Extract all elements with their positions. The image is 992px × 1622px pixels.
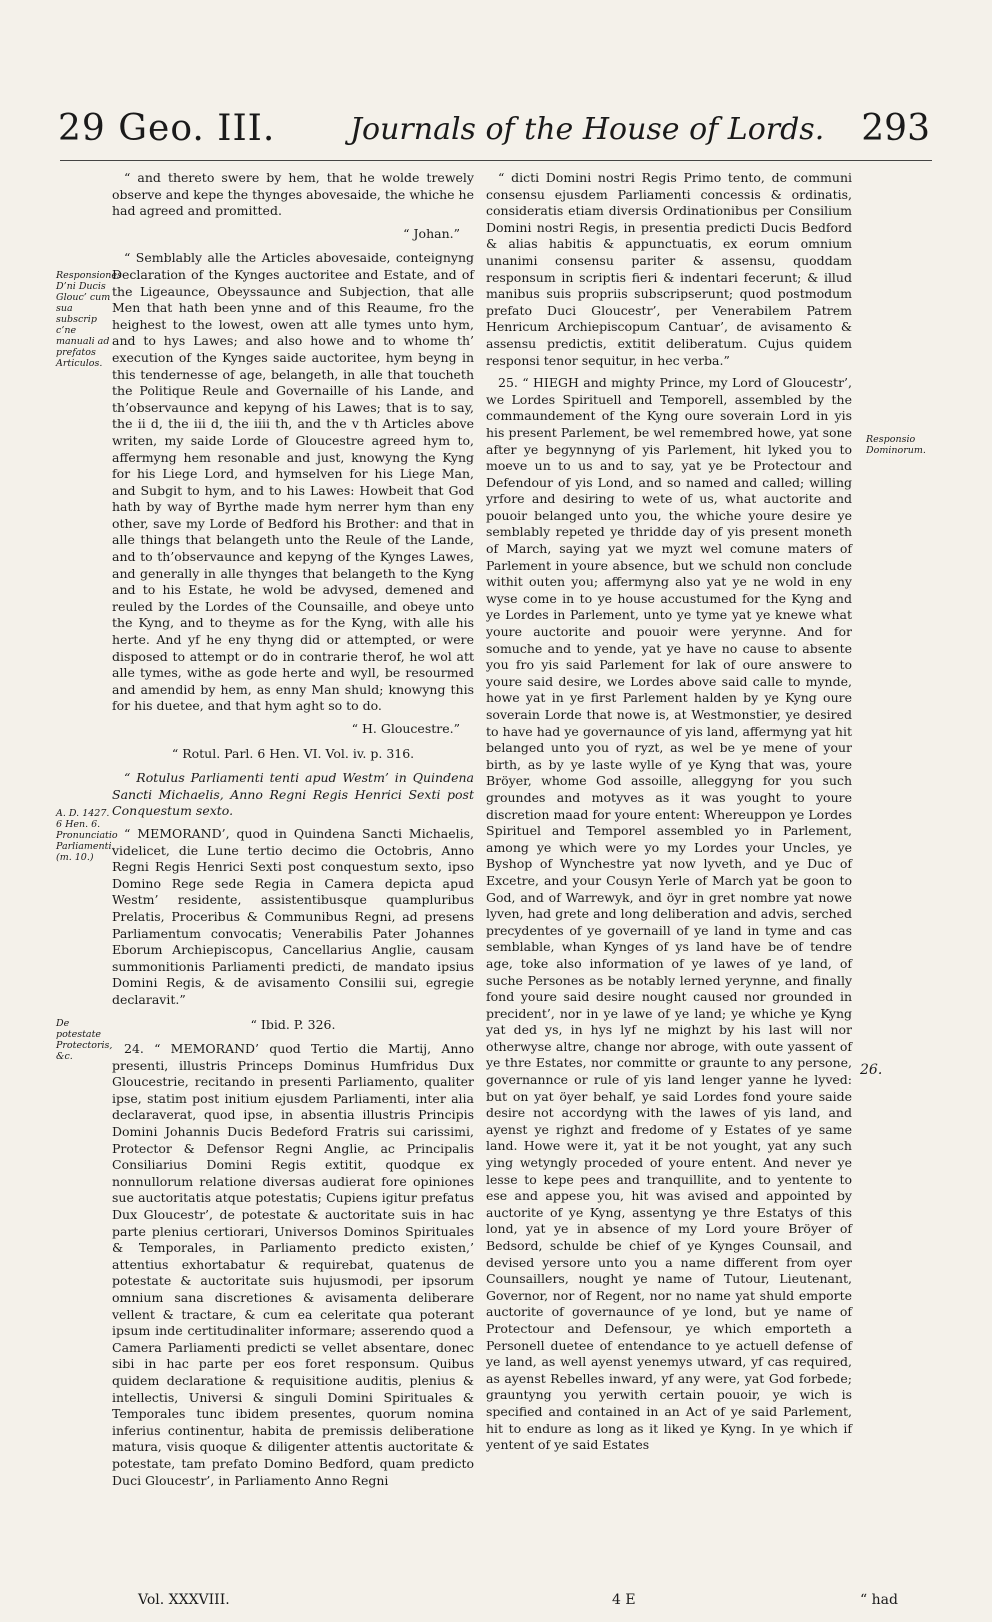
paragraph: “ Johan.” <box>403 225 460 241</box>
paragraph: “ dicti Domini nostri Regis Primo tento, de communi consensu ejusdem Parliamenti concessis & ordinatis, consideratis etiam diversis Ordinationibus per Consilium Domini nostri Regis, in presentia predicti Ducis Bedford & alias habitis & appunctuatis, ex eorum omnium unanimi consensu pariter & assensu, quoddam responsum in scriptis fieri & indentari fecerunt; & illud manibus suis propriis subscripserunt; quod postmodum prefato Duci Gloucestr’, per Venerabilem Patrem Henricum Archiepiscopum Cantuar’, de avisamento & assensu predictis, extitit deliberatum. Cujus quidem responsi tenor sequitur, in hec verba.” <box>486 170 852 368</box>
catchword: “ had <box>860 1592 898 1608</box>
running-title: Journals of the House of Lords. <box>350 112 825 147</box>
margin-note-responsio: Responsio Dominorum. <box>866 434 926 456</box>
paragraph: “ Rotul. Parl. 6 Hen. VI. Vol. iv. p. 316. <box>171 745 415 761</box>
paragraph: “ H. Gloucestre.” <box>351 721 460 736</box>
paragraph: “ Ibid. P. 326. <box>250 1016 336 1032</box>
margin-note-responsiones: Responsiones D’ni Ducis Glouc’ cum sua subscrip c’ne manuali ad prefatos Articulos. <box>56 270 122 369</box>
signature-mark: 4 E <box>612 1592 636 1608</box>
paragraph: “ Rotulus Parliamenti tenti apud Westm’ in Quindena Sancti Michaelis, Anno Regni Regis Henrici Sexti post Conquestum sexto. <box>112 770 474 819</box>
regnal-year: 29 Geo. III. <box>58 108 276 149</box>
margin-note-potestate: De potestate Protectoris, &c. <box>56 1018 113 1062</box>
paragraph: 25. “ HIEGH and mighty Prince, my Lord of Gloucestr’, we Lordes Spirituell and Temporell, assembled by the commaundement of the Kyng oure soverain Lord in yis his present Parlement, be wel remembred howe, yat sone after ye begynnyng of yis Parlement, hit lyked you to moeve un to us and to say, yat ye be Protectour and Defendour of yis Lond, and so named and called; willing yrfore and desiring to wete of us, what auctorite and pouoir belanged unto you, the whiche youre desire ye semblably repeted ye thridde day of yis present moneth of March, saying yat we myzt wel comune maters of Parlement in youre absence, but we schuld non conclude withit outen you; affermyng also yat ye ne wold in eny wyse come in to ye house accustumed for the Kyng and ye Lordes in Parlement, unto ye tyme yat ye knewe what youre auctorite and pouoir were yerynne. And for somuche and to yende, yat ye have no cause to absente you fro yis said Parlement for lak of oure answere to youre said desire, we Lordes above said calle to mynde, howe yat in ye first Parlement halden by ye Kyng oure soverain Lorde that nowe is, at Westmonstier, ye desired to have had ye governaunce of yis land, affermyng yat hit belanged unto you of ryzt, as wel be ye mene of your birth, as by ye laste wylle of ye Kyng that was, youre Bröyer, whome God assoille, alleggyng for you such groundes and motyves as it was yought to youre discretion maad for youre entent: Whereuppon ye Lordes Spirituel and Temporel assembled yo in Parlement, among ye which were yo my Lordes your Uncles, ye Byshop of Wynchestre yat now lyveth, and ye Duc of Excetre, and your Cousyn Yerle of March yat be goon to God, and of Warrewyk, and öyr in gret nombre yat nowe lyven, had grete and long deliberation and advis, serched precydentes of ye governaill of ye land in tyme and cas semblable, whan Kynges of ys land have be of tendre age, toke also information of ye lawes of ye land, of suche Persones as be notably lerned yerynne, and finally fond youre said desire nought caused nor grounded in precident’, nor in ye lawe of ye land; ye whiche ye Kyng yat ded ys, in hys lyf ne mighzt by his last will nor otherwyse altre, change nor abroge, with oute yassent of ye thre Estates, nor committe or graunte to any persone, governannce or rule of yis land lenger yanne he lyved: but on yat öyer behalf, ye said Lordes fond youre saide desire not accordyng with the lawes of yis land, and ayenst ye righzt and fredome of y Estates of ye same land. Howe were it, yat it be not yought, yat any such ying wetyngly proceded of youre entent. And never ye lesse to kepe pees and tranquillite, and to yentente to ese and appese you, hit was avised and appointed by auctorite of ye Kyng, assentyng ye thre Estatys of this lond, yat ye in absence of my Lord youre Bröyer of Bedsord, schulde be chief of ye Kynges Counsail, and devised yersore unto you a name different from oyer Counsaillers, nought ye name of Tutour, Lieutenant, Governor, nor of Regent, nor no name yat shuld emporte auctorite of governaunce of ye lond, but ye name of Protectour and Defensour, ye which emporteth a Personell duetee of entendance to ye actuell defense of ye land, as well ayenst yenemys utward, yf cas required, as ayenst Rebelles inward, yf any were, yat God forbede; grauntyng you yerwith certain pouoir, ye wich is specified and contained in an Act of ye said Parlement, hit to endure as long as it liked ye Kyng. In ye which if yentent of ye said Estates <box>486 375 852 1453</box>
volume-label: Vol. XXXVIII. <box>138 1592 230 1608</box>
page-header <box>50 108 930 156</box>
paragraph: “ Semblably alle the Articles abovesaide, conteignyng Declaration of the Kynges auctoritee and Estate, and of the Ligeaunce, Obeyssaunce and Subjection, that alle Men that hath been ynne and of this Reaume, fro the heighest to the lowest, owen att alle tymes unto hym, and to hys Lawes; and also howe and to whome th’ execution of the Kynges saide auctoritee, hym beyng in this tendernesse of age, belangeth, in alle that toucheth the Politique Reule and Governaille of his Lande, and th’observaunce and kepyng of his Lawes; that is to say, the ii d, the iii d, the iiii th, and the v th Articles above writen, my saide Lorde of Gloucestre agreed hym to, affermyng hem resonable and just, knowyng the Kyng for his Liege Lord, and hymselven for his Liege Man, and Subgit to hym, and to his Lawes: Howbeit that God hath by way of Byrthe made hym nerrer hym than eny other, save my Lorde of Bedford his Brother: and that in alle things that belangeth unto the Reule of the Lande, and to th’observaunce and kepyng of the Kynges Lawes, and generally in alle thynges that belangeth to the Kyng and to his Estate, he wold be advysed, demened and reuled by the Lordes of the Counsaille, and obeye unto the Kyng, and to theyme as for the Kyng, with alle his herte. And yf he eny thyng did or attempted, or were disposed to attempt or do in contrarie therof, he wol att alle tymes, withe as gode herte and wyll, be resourmed and amendid by hem, as enny Man shuld; knowyng this for his duetee, and that hym aght so to do. <box>112 250 474 714</box>
header-rule <box>60 160 932 161</box>
margin-note-ad-1427: A. D. 1427. 6 Hen. 6. Pronunciatio Parliamenti. (m. 10.) <box>56 808 118 863</box>
margin-number-26: 26. <box>860 1062 883 1078</box>
paragraph: “ and thereto swere by hem, that he wolde trewely observe and kepe the thynges abovesaide, the whiche he had agreed and promitted. <box>112 170 474 219</box>
right-column <box>486 170 852 1460</box>
paragraph: 24. “ MEMORAND’ quod Tertio die Martij, Anno presenti, illustris Princeps Dominus Humfridus Dux Gloucestrie, recitando in presenti Parliamento, qualiter ipse, statim post initium ejusdem Parliamenti, inter alia declaraverat, quod ipse, in absentia illustris Principis Domini Johannis Ducis Bedeford Fratris sui carissimi, Protector & Defensor Regni Anglie, ac Principalis Consiliarius Domini Regis extitit, quodque ex nonnullorum relatione diversas audierat fore opiniones sue auctoritatis atque potestatis; Cupiens igitur prefatus Dux Gloucestr’, de potestate & auctoritate suis in hac parte plenius certiorari, Universos Dominos Spirituales & Temporales, in Parliamento predicto existen,’ attentius exhortabatur & requirebat, quatenus de potestate & auctoritate suis hujusmodi, per ipsorum omnium sana discretiones & avisamenta deliberare vellent & tractare, & cum ea celeritate qua poterant ipsum inde certitudinaliter informare; asserendo quod a Camera Parliamenti predicti se vellet absentare, donec sibi in hac parte per eos foret responsum. Quibus quidem declaratione & requisitione auditis, plenius & intellectis, Universi & singuli Domini Spirituales & Temporales tunc ibidem presentes, quorum nomina inferius continentur, habita de premissis deliberatione matura, visis quoque & diligenter attentis auctoritate & potestate, tam prefato Domino Bedford, quam predicto Duci Gloucestr’, in Parliamento Anno Regni <box>112 1041 474 1488</box>
left-column <box>112 170 474 1495</box>
page-number: 293 <box>861 108 930 149</box>
paragraph: “ MEMORAND’, quod in Quindena Sancti Michaelis, videlicet, die Lune tertio decimo die Octobris, Anno Regni Regis Henrici Sexti post conquestum sexto, ipso Domino Rege sede Regia in Camera depicta apud Westm’ residente, assistentibusque quampluribus Prelatis, Proceribus & Communibus Regni, ad presens Parliamentum convocatis; Venerabilis Pater Johannes Eborum Archiepiscopus, Cancellarius Anglie, causam summonitionis Parliamenti predicti, de mandato ipsius Domini Regis, & de avisamento Consilii sui, egregie declaravit.” <box>112 825 474 1007</box>
